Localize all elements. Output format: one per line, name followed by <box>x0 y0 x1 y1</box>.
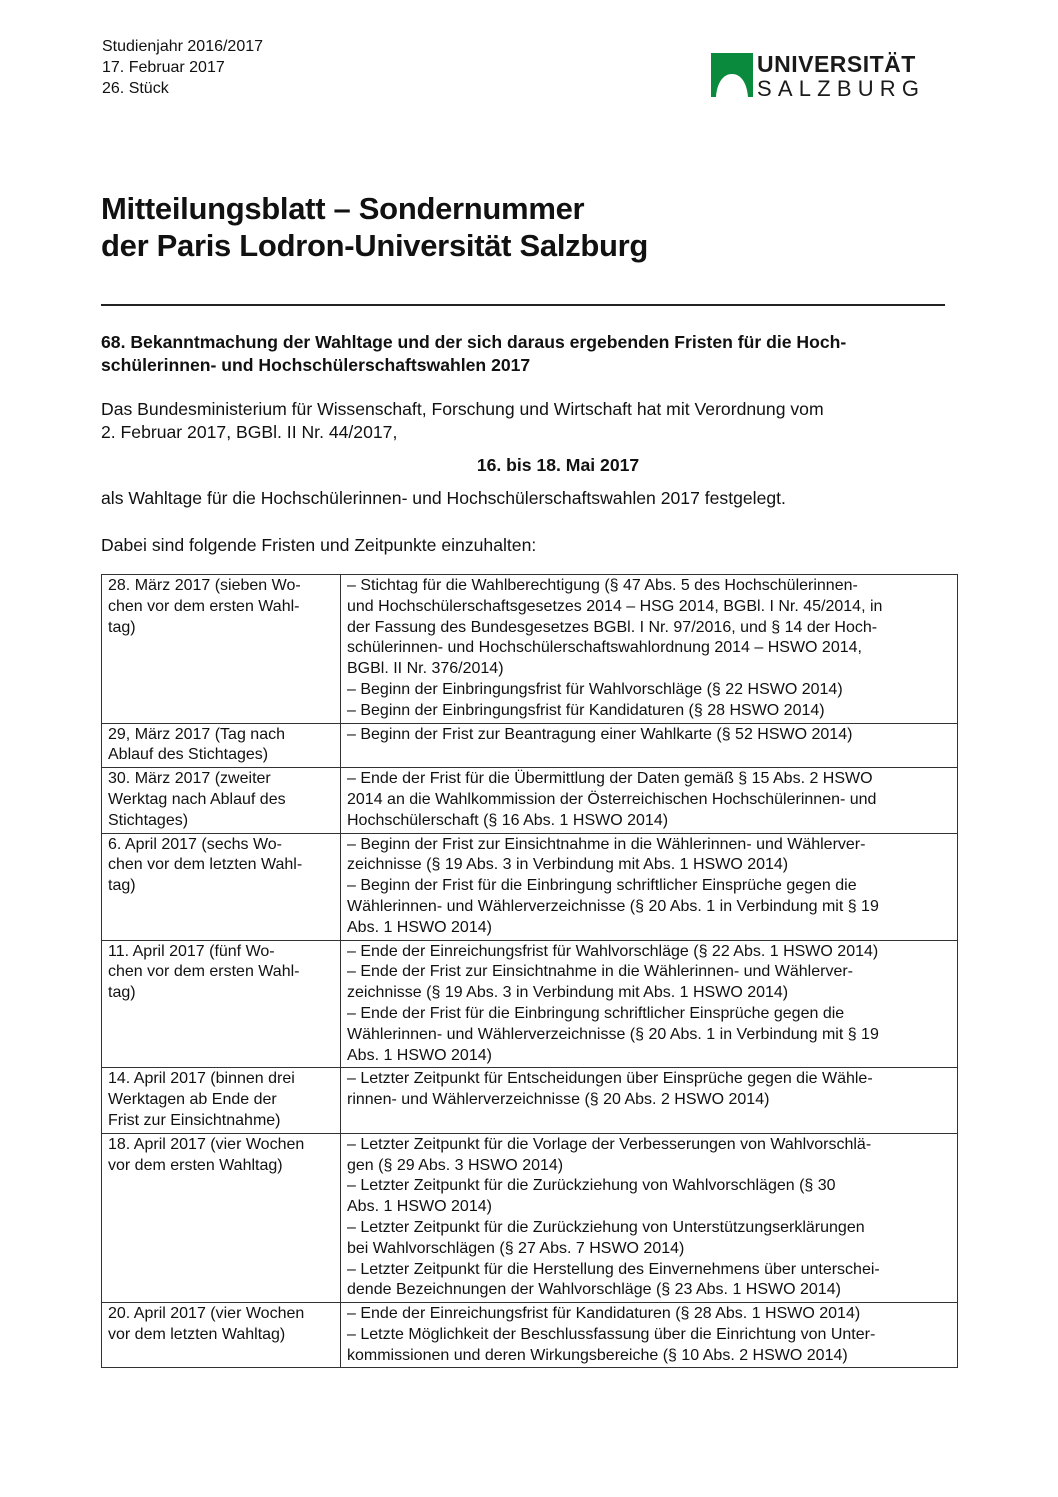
logo-text-line2: SALZBURG <box>757 76 926 101</box>
election-dates: 16. bis 18. Mai 2017 <box>476 455 640 475</box>
deadlines-table <box>101 574 958 1368</box>
issue-date: 17. Februar 2017 <box>102 59 225 76</box>
deadline-item-line: – Ende der Einreichungsfrist für Wahlvorschläge (§ 22 Abs. 1 HSWO 2014) <box>347 942 879 960</box>
date-cell <box>102 1303 341 1368</box>
deadline-item-line: schülerinnen- und Hochschülerschaftswahlordnung 2014 – HSWO 2014, <box>347 639 862 657</box>
deadline-items-cell <box>341 575 958 724</box>
title-line: Mitteilungsblatt – Sondernummer <box>101 191 585 226</box>
date-line: tag) <box>108 877 136 895</box>
table-row <box>102 575 958 724</box>
deadline-item-line: bei Wahlvorschlägen (§ 27 Abs. 7 HSWO 2014) <box>347 1239 685 1257</box>
deadline-item-line: Abs. 1 HSWO 2014) <box>347 1198 492 1216</box>
title-line: der Paris Lodron-Universität Salzburg <box>101 228 649 263</box>
deadline-item-line: BGBl. II Nr. 376/2014) <box>347 660 504 678</box>
date-line: 28. März 2017 (sieben Wo- <box>108 577 301 594</box>
deadline-item-line: – Beginn der Einbringungsfrist für Kandidaturen (§ 28 HSWO 2014) <box>347 701 825 719</box>
date-cell <box>102 833 341 940</box>
logo-text-line1: UNIVERSITÄT <box>757 51 916 77</box>
deadline-item-line: – Ende der Frist für die Einbringung schriftlicher Einsprüche gegen die <box>347 1004 845 1022</box>
date-cell <box>102 1133 341 1302</box>
table-row <box>102 940 958 1068</box>
deadline-items-cell <box>341 723 958 768</box>
date-cell <box>102 1068 341 1133</box>
deadline-items-cell <box>341 1303 958 1368</box>
deadline-item-line: Abs. 1 HSWO 2014) <box>347 1046 492 1064</box>
deadline-item-line: Wählerinnen- und Wählerverzeichnisse (§ 20 Abs. 1 in Verbindung mit § 19 <box>347 1025 879 1043</box>
date-line: chen vor dem letzten Wahl- <box>108 856 303 874</box>
date-line: vor dem letzten Wahltag) <box>108 1325 286 1343</box>
deadline-item-line: gen (§ 29 Abs. 3 HSWO 2014) <box>347 1156 564 1174</box>
deadline-items-cell <box>341 768 958 833</box>
date-line: Werktag nach Ablauf des <box>108 790 286 808</box>
table-row <box>102 1303 958 1368</box>
arch-logo-icon <box>711 53 753 97</box>
deadline-item-line: – Letzter Zeitpunkt für die Zurückziehung von Unterstützungserklärungen <box>347 1218 865 1236</box>
date-line: chen vor dem ersten Wahl- <box>108 963 300 981</box>
deadline-item-line: – Letzte Möglichkeit der Beschlussfassung über die Einrichtung von Unter- <box>347 1325 876 1343</box>
deadline-item-line: Hochschülerschaft (§ 16 Abs. 1 HSWO 2014) <box>347 811 669 829</box>
deadline-items-cell <box>341 1068 958 1133</box>
deadline-item-line: rinnen- und Wählerverzeichnisse (§ 20 Abs. 2 HSWO 2014) <box>347 1091 770 1109</box>
date-cell <box>102 940 341 1068</box>
document-meta <box>102 36 263 99</box>
table-row <box>102 833 958 940</box>
deadline-item-line: – Letzter Zeitpunkt für die Zurückziehung von Wahlvorschlägen (§ 30 <box>347 1177 836 1195</box>
table-intro: Dabei sind folgende Fristen und Zeitpunkte einzuhalten: <box>101 535 537 555</box>
heading-line: schülerinnen- und Hochschülerschaftswahlen 2017 <box>101 355 531 375</box>
deadline-item-line: – Letzter Zeitpunkt für die Herstellung des Einvernehmens über unterschei- <box>347 1260 880 1278</box>
table-row <box>102 723 958 768</box>
deadline-item-line: 2014 an die Wahlkommission der Österreichischen Hochschülerinnen- und <box>347 790 877 808</box>
deadline-item-line: – Beginn der Frist zur Einsichtnahme in die Wählerinnen- und Wählerver- <box>347 835 866 853</box>
date-line: chen vor dem ersten Wahl- <box>108 597 300 615</box>
date-cell <box>102 575 341 724</box>
deadline-item-line: der Fassung des Bundesgesetzes BGBl. I Nr. 97/2016, und § 14 der Hoch- <box>347 618 878 636</box>
deadline-item-line: zeichnisse (§ 19 Abs. 3 in Verbindung mit Abs. 1 HSWO 2014) <box>347 856 789 874</box>
date-line: 6. April 2017 (sechs Wo- <box>108 835 283 853</box>
date-line: Frist zur Einsichtnahme) <box>108 1111 281 1129</box>
date-line: Werktagen ab Ende der <box>108 1091 277 1109</box>
deadline-item-line: dende Bezeichnungen der Wahlvorschläge (§ 23 Abs. 1 HSWO 2014) <box>347 1281 841 1299</box>
date-line: tag) <box>108 984 136 1002</box>
intro-line: 2. Februar 2017, BGBl. II Nr. 44/2017, <box>101 422 398 442</box>
intro-line: Das Bundesministerium für Wissenschaft, Forschung und Wirtschaft hat mit Verordnung vom <box>101 399 824 419</box>
announcement-heading <box>101 331 951 377</box>
deadline-items-cell <box>341 833 958 940</box>
deadline-item-line: und Hochschülerschaftsgesetzes 2014 – HSG 2014, BGBl. I Nr. 45/2014, in <box>347 597 883 615</box>
date-line: tag) <box>108 618 136 636</box>
deadline-item-line: – Letzter Zeitpunkt für die Vorlage der Verbesserungen von Wahlvorschlä- <box>347 1135 872 1153</box>
deadline-item-line: – Ende der Frist für die Übermittlung der Daten gemäß § 15 Abs. 2 HSWO <box>347 770 873 788</box>
deadline-items-cell <box>341 940 958 1068</box>
table-row <box>102 1068 958 1133</box>
date-cell <box>102 723 341 768</box>
deadline-item-line: – Stichtag für die Wahlberechtigung (§ 47 Abs. 5 des Hochschülerinnen- <box>347 577 858 594</box>
deadline-item-line: – Letzter Zeitpunkt für Entscheidungen über Einsprüche gegen die Wähle- <box>347 1070 873 1088</box>
date-line: vor dem ersten Wahltag) <box>108 1156 283 1174</box>
deadline-item-line: – Ende der Einreichungsfrist für Kandidaturen (§ 28 Abs. 1 HSWO 2014) <box>347 1305 861 1323</box>
after-dates-paragraph: als Wahltage für die Hochschülerinnen- und Hochschülerschaftswahlen 2017 festgelegt. <box>101 488 786 508</box>
university-logo <box>711 51 926 105</box>
deadline-items-cell <box>341 1133 958 1302</box>
date-line: 11. April 2017 (fünf Wo- <box>108 942 275 960</box>
deadline-item-line: zeichnisse (§ 19 Abs. 3 in Verbindung mit Abs. 1 HSWO 2014) <box>347 984 789 1002</box>
issue-number: 26. Stück <box>102 80 169 97</box>
date-line: 18. April 2017 (vier Wochen <box>108 1135 305 1153</box>
deadline-item-line: – Beginn der Einbringungsfrist für Wahlvorschläge (§ 22 HSWO 2014) <box>347 680 843 698</box>
study-year: Studienjahr 2016/2017 <box>102 38 264 55</box>
deadline-item-line: – Beginn der Frist zur Beantragung einer Wahlkarte (§ 52 HSWO 2014) <box>347 725 853 743</box>
date-cell <box>102 768 341 833</box>
date-line: 20. April 2017 (vier Wochen <box>108 1305 305 1323</box>
table-row <box>102 1133 958 1302</box>
deadline-item-line: Abs. 1 HSWO 2014) <box>347 918 492 936</box>
date-line: Stichtages) <box>108 811 189 829</box>
title-divider <box>101 304 945 306</box>
date-line: 29, März 2017 (Tag nach <box>108 725 285 743</box>
deadline-item-line: Wählerinnen- und Wählerverzeichnisse (§ 20 Abs. 1 in Verbindung mit § 19 <box>347 897 879 915</box>
deadline-item-line: kommissionen und deren Wirkungsbereiche (§ 10 Abs. 2 HSWO 2014) <box>347 1346 848 1364</box>
date-line: Ablauf des Stichtages) <box>108 746 269 764</box>
deadline-item-line: – Ende der Frist zur Einsichtnahme in die Wählerinnen- und Wählerver- <box>347 963 854 981</box>
date-line: 14. April 2017 (binnen drei <box>108 1070 295 1088</box>
deadline-item-line: – Beginn der Frist für die Einbringung schriftlicher Einsprüche gegen die <box>347 877 857 895</box>
heading-line: 68. Bekanntmachung der Wahltage und der sich daraus ergebenden Fristen für die Hoch- <box>101 332 847 352</box>
page-title <box>101 190 648 264</box>
date-line: 30. März 2017 (zweiter <box>108 770 271 788</box>
table-row <box>102 768 958 833</box>
intro-paragraph <box>101 398 824 444</box>
